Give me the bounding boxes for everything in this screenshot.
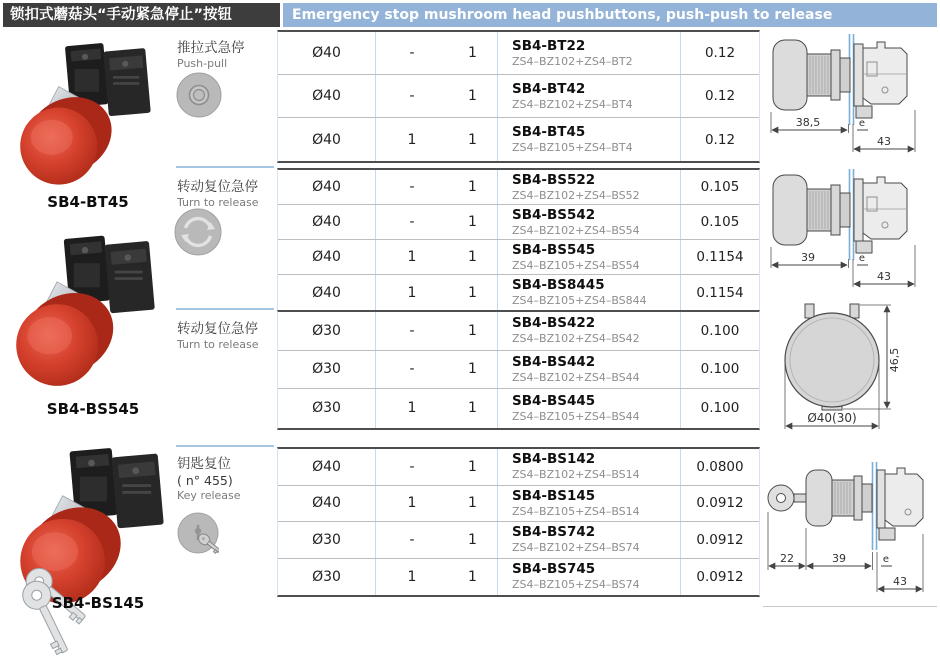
drawing-underline — [763, 606, 937, 607]
model-number: SB4-BS742 — [512, 524, 596, 541]
no-contact-cell: - — [375, 75, 448, 117]
nc-contact-cell: 1 — [468, 458, 477, 475]
section-divider — [176, 445, 274, 447]
spec-table-turn-release-30 — [277, 310, 760, 430]
dimension-drawing-front-view — [765, 296, 937, 438]
no-contact-cell: - — [375, 170, 448, 204]
dim-label: 43 — [893, 575, 907, 588]
dim-label: 43 — [877, 135, 891, 148]
nc-contact-cell: 1 — [468, 531, 477, 548]
model-number: SB4-BS542 — [512, 206, 596, 223]
section-label-turn-release-30 — [177, 317, 273, 351]
weight-cell: 0.100 — [680, 351, 759, 389]
turn-to-release-icon — [174, 208, 222, 256]
no-contact-cell: 1 — [375, 240, 448, 274]
model-number: SB4-BS142 — [512, 451, 596, 468]
model-cell — [497, 312, 680, 350]
no-contact-cell: - — [375, 32, 448, 74]
model-cell — [497, 522, 680, 558]
table-row — [278, 522, 759, 559]
model-cell — [497, 389, 680, 428]
section-label-en: Turn to release — [177, 338, 259, 351]
section-label-en: Key release — [177, 489, 241, 502]
nc-contact-cell: 1 — [468, 568, 477, 585]
diameter-cell: Ø30 — [312, 531, 341, 548]
no-contact-cell: - — [375, 205, 448, 239]
model-number: SB4-BS745 — [512, 561, 596, 578]
nc-contact-cell: 1 — [468, 495, 477, 512]
model-combination: ZS4–BZ102+ZS4–BT2 — [512, 54, 633, 68]
model-number: SB4-BS522 — [512, 171, 596, 188]
dim-label: e — [858, 253, 866, 264]
product-caption: SB4-BT45 — [47, 193, 129, 211]
product-caption: SB4-BS145 — [51, 594, 145, 612]
weight-cell: 0.12 — [680, 75, 759, 117]
model-number: SB4-BS545 — [512, 241, 596, 258]
table-row — [278, 170, 759, 205]
diameter-cell: Ø40 — [312, 179, 341, 195]
product-photo-sb4-bs145 — [2, 438, 172, 668]
model-combination: ZS4–BZ105+ZS4–BS54 — [512, 258, 640, 272]
model-combination: ZS4–BZ105+ZS4–BT4 — [512, 141, 633, 155]
model-combination: ZS4–BZ102+ZS4–BS74 — [512, 541, 640, 555]
model-combination: ZS4–BZ102+ZS4–BT4 — [512, 97, 633, 111]
dimension-drawing-side-push-pull — [762, 30, 936, 160]
nc-contact-cell: 1 — [468, 400, 477, 417]
weight-cell: 0.100 — [680, 312, 759, 350]
model-combination: ZS4–BZ102+ZS4–BS52 — [512, 188, 640, 202]
model-combination: ZS4–BZ102+ZS4–BS54 — [512, 223, 640, 237]
diameter-cell: Ø30 — [312, 322, 341, 339]
weight-cell: 0.105 — [680, 205, 759, 239]
table-row — [278, 449, 759, 486]
nc-contact-cell: 1 — [468, 45, 477, 61]
no-contact-cell: 1 — [375, 389, 448, 428]
dim-label: 39 — [832, 552, 846, 565]
page-title-en: Emergency stop mushroom head pushbuttons, push-push to release — [283, 3, 937, 27]
dim-label: 22 — [780, 552, 794, 565]
diameter-cell: Ø30 — [312, 400, 341, 417]
table-row — [278, 75, 759, 118]
section-label-zh: 转动复位急停 — [177, 321, 258, 337]
spec-table-key-release — [277, 447, 760, 597]
model-combination: ZS4–BZ102+ZS4–BS42 — [512, 332, 640, 346]
no-contact-cell: - — [375, 522, 448, 558]
dim-label: 38,5 — [795, 116, 821, 129]
nc-contact-cell: 1 — [468, 249, 477, 265]
model-cell — [497, 170, 680, 204]
weight-cell: 0.0912 — [680, 486, 759, 522]
weight-cell: 0.0912 — [680, 559, 759, 596]
table-row — [278, 559, 759, 596]
model-number: SB4-BS422 — [512, 315, 596, 332]
section-label-en: Push-pull — [177, 57, 228, 70]
model-cell — [497, 275, 680, 310]
diameter-cell: Ø30 — [312, 361, 341, 378]
weight-cell: 0.12 — [680, 32, 759, 74]
weight-cell: 0.100 — [680, 389, 759, 428]
table-row — [278, 32, 759, 75]
nc-contact-cell: 1 — [468, 284, 477, 301]
model-number: SB4-BS442 — [512, 354, 596, 371]
dim-label: 39 — [801, 251, 815, 264]
section-label-zh: 推拉式急停 — [177, 40, 245, 56]
page-title-zh: 锁扣式蘑菇头“手动紧急停止”按钮 — [3, 3, 280, 27]
model-cell — [497, 486, 680, 522]
model-cell — [497, 559, 680, 596]
table-row — [278, 205, 759, 240]
section-label-push-pull — [177, 36, 273, 70]
model-number: SB4-BT22 — [512, 37, 586, 54]
weight-cell: 0.105 — [680, 170, 759, 204]
model-number: SB4-BT45 — [512, 124, 586, 141]
nc-contact-cell: 1 — [468, 88, 477, 104]
model-cell — [497, 449, 680, 485]
model-combination: ZS4–BZ105+ZS4–BS44 — [512, 410, 640, 424]
table-row — [278, 275, 759, 310]
diameter-cell: Ø40 — [312, 131, 341, 148]
diameter-cell: Ø40 — [312, 458, 341, 475]
model-number: SB4-BS145 — [512, 487, 596, 504]
section-label-key-release — [177, 452, 273, 502]
table-row — [278, 486, 759, 523]
table-row — [278, 389, 759, 428]
model-combination: ZS4–BZ105+ZS4–BS74 — [512, 578, 640, 592]
dimension-drawing-side-turn — [762, 163, 936, 295]
dim-label: e — [882, 554, 890, 565]
diameter-cell: Ø40 — [312, 249, 341, 265]
no-contact-cell: 1 — [375, 275, 448, 310]
diameter-cell: Ø40 — [312, 88, 341, 104]
no-contact-cell: - — [375, 351, 448, 389]
section-divider — [176, 166, 274, 168]
no-contact-cell: 1 — [375, 118, 448, 161]
product-photo-sb4-bs545 — [2, 226, 168, 398]
dimension-drawing-side-key — [762, 458, 938, 608]
table-row — [278, 351, 759, 390]
diameter-cell: Ø40 — [312, 45, 341, 61]
nc-contact-cell: 1 — [468, 179, 477, 195]
no-contact-cell: 1 — [375, 486, 448, 522]
section-label-turn-release-40 — [177, 175, 273, 209]
diameter-cell: Ø40 — [312, 214, 341, 230]
model-cell — [497, 351, 680, 389]
model-combination: ZS4–BZ102+ZS4–BS14 — [512, 468, 640, 482]
section-divider — [176, 308, 274, 310]
weight-cell: 0.0912 — [680, 522, 759, 558]
model-combination: ZS4–BZ105+ZS4–BS14 — [512, 504, 640, 518]
section-label-en: Turn to release — [177, 196, 259, 209]
spec-table-push-pull — [277, 30, 760, 163]
nc-contact-cell: 1 — [468, 131, 477, 148]
model-number: SB4-BS8445 — [512, 277, 605, 294]
model-number: SB4-BS445 — [512, 393, 596, 410]
nc-contact-cell: 1 — [468, 214, 477, 230]
table-row — [278, 312, 759, 351]
section-label-note: ( n° 455) — [177, 473, 233, 488]
key-release-icon — [177, 512, 219, 554]
table-row — [278, 240, 759, 275]
section-label-zh: 钥匙复位 — [177, 456, 231, 472]
diameter-cell: Ø40 — [312, 284, 341, 301]
no-contact-cell: - — [375, 449, 448, 485]
product-caption: SB4-BS545 — [46, 400, 140, 418]
no-contact-cell: - — [375, 312, 448, 350]
dim-label: 46,5 — [888, 347, 901, 373]
model-combination: ZS4–BZ102+ZS4–BS44 — [512, 370, 640, 384]
weight-cell: 0.12 — [680, 118, 759, 161]
product-photo-sb4-bt45 — [6, 34, 164, 196]
nc-contact-cell: 1 — [468, 361, 477, 378]
section-label-zh: 转动复位急停 — [177, 179, 258, 195]
dim-label: 43 — [877, 270, 891, 283]
table-row — [278, 118, 759, 161]
model-cell — [497, 32, 680, 74]
no-contact-cell: 1 — [375, 559, 448, 596]
spec-table-turn-release-40 — [277, 168, 760, 310]
dim-label: Ø40(30) — [807, 411, 857, 425]
diameter-cell: Ø40 — [312, 495, 341, 512]
model-number: SB4-BT42 — [512, 80, 586, 97]
diameter-cell: Ø30 — [312, 568, 341, 585]
weight-cell: 0.0800 — [680, 449, 759, 485]
model-cell — [497, 118, 680, 161]
model-combination: ZS4–BZ105+ZS4–BS844 — [512, 294, 647, 308]
push-pull-icon — [176, 72, 222, 118]
weight-cell: 0.1154 — [680, 275, 759, 310]
model-cell — [497, 240, 680, 274]
model-cell — [497, 75, 680, 117]
model-cell — [497, 205, 680, 239]
dim-label: e — [858, 118, 866, 129]
weight-cell: 0.1154 — [680, 240, 759, 274]
nc-contact-cell: 1 — [468, 322, 477, 339]
